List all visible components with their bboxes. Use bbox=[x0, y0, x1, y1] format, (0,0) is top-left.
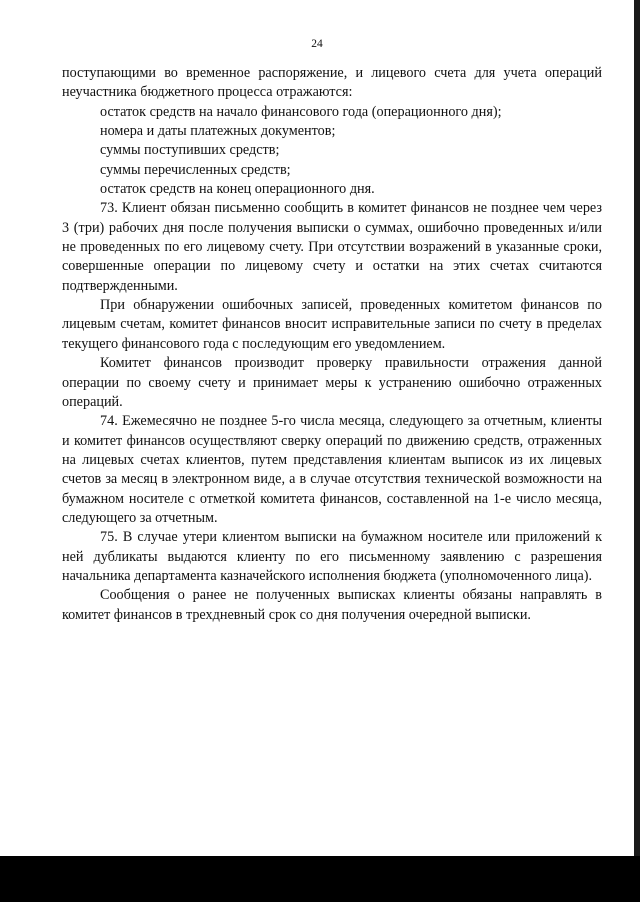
paragraph-errors: При обнаружении ошибочных записей, проведенных комитетом финансов по лицевым счетам, комитет финансов вносит исправительные записи по счету в пределах текущего финансового года с последующим его уведомлением. bbox=[62, 297, 602, 352]
paragraph-73: 73. Клиент обязан письменно сообщить в комитет финансов не позднее чем через 3 (три) рабочих дня после получения выписки о суммах, ошибочно проведенных и/или не проведенных по его лицевому счету. При отсутствии возражений в указанные сроки, совершенные операции по лицевому счету и остатки на этих счетах считаются подтвержденными. bbox=[62, 200, 602, 294]
paragraph-75: 75. В случае утери клиентом выписки на бумажном носителе или приложений к ней дубликаты выдаются клиенту по его письменному заявлению с разрешения начальника департамента казначейского исполнения бюджета (уполномоченного лица). bbox=[62, 529, 602, 584]
paragraph-check: Комитет финансов производит проверку правильности отражения данной операции по своему счету и принимает меры к устранению ошибочно отраженных операций. bbox=[62, 355, 602, 410]
list-item: суммы поступивших средств; bbox=[100, 142, 280, 159]
paragraph-intro: поступающими во временное распоряжение, и лицевого счета для учета операций неучастника бюджетного процесса отражаются: bbox=[62, 65, 602, 101]
paragraph-notify: Сообщения о ранее не полученных выписках клиенты обязаны направлять в комитет финансов в трехдневный срок со дня получения очередной выписки. bbox=[62, 587, 602, 623]
scan-edge-bottom bbox=[0, 856, 640, 902]
list-item: остаток средств на начало финансового года (операционного дня); bbox=[100, 103, 502, 120]
list-item: суммы перечисленных средств; bbox=[100, 161, 291, 178]
list-item: остаток средств на конец операционного дня. bbox=[100, 181, 375, 198]
document-body bbox=[62, 64, 602, 625]
list-item: номера и даты платежных документов; bbox=[100, 123, 336, 140]
scan-edge-right bbox=[634, 0, 640, 856]
paragraph-74: 74. Ежемесячно не позднее 5-го числа месяца, следующего за отчетным, клиенты и комитет финансов осуществляют сверку операций по движению средств, отраженных на лицевых счетах клиентов, путем представления клиентам выписок из их лицевых счетов за месяц в электронном виде, а в случае отсутствия технической возможности на бумажном носителе с отметкой комитета финансов, составленной на 1-е число месяца, следующего за отчетным. bbox=[62, 413, 602, 526]
page-number: 24 bbox=[311, 38, 323, 50]
